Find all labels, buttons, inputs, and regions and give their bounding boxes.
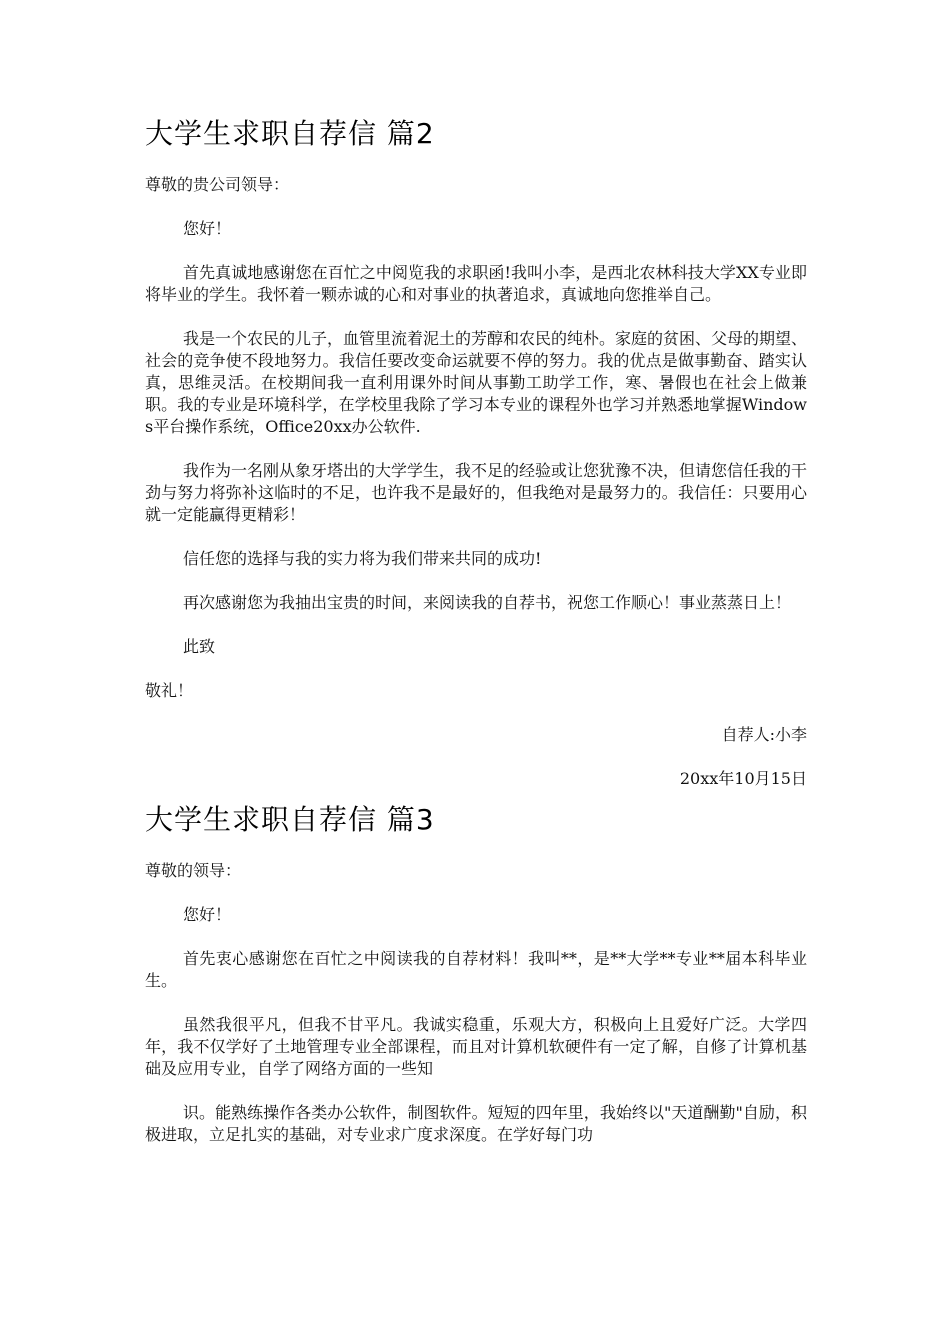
section-3-paragraph-1: 首先衷心感谢您在百忙之中阅读我的自荐材料！我叫**，是**大学**专业**届本科毕业生。 <box>145 949 807 990</box>
section-2-paragraph-2: 我是一个农民的儿子，血管里流着泥土的芳醇和农民的纯朴。家庭的贫困、父母的期望、社会的竞争使不段地努力。我信任要改变命运就要不停的努力。我的优点是做事勤奋、踏实认真，思维灵活。在校期间我一直利用课外时间从事勤工助学工作，寒、暑假也在社会上做兼职。我的专业是环境科学，在学校里我除了学习本专业的课程外也学习并熟悉地掌握Windows平台操作系统，Office20xx办公软件. <box>145 329 808 436</box>
section-2-closing-1: 此致 <box>183 637 216 656</box>
section-2-paragraph-1: 首先真诚地感谢您在百忙之中阅览我的求职函!我叫小李，是西北农林科技大学XX专业即将毕业的学生。我怀着一颗赤诚的心和对事业的执著追求，真诚地向您推举自己。 <box>145 263 807 304</box>
section-3-salutation: 尊敬的领导： <box>145 861 242 880</box>
document-content <box>145 112 807 1146</box>
section-3-title: 大学生求职自荐信 篇3 <box>145 803 435 836</box>
section-2-paragraph-4: 信任您的选择与我的实力将为我们带来共同的成功! <box>183 549 542 568</box>
section-2-paragraph-5: 再次感谢您为我抽出宝贵的时间，来阅读我的自荐书，祝您工作顺心！事业蒸蒸日上！ <box>183 593 792 612</box>
section-2-salutation: 尊敬的贵公司领导： <box>145 175 290 194</box>
section-2-title: 大学生求职自荐信 篇2 <box>145 117 435 150</box>
section-3-paragraph-3: 识。能熟练操作各类办公软件，制图软件。短短的四年里，我始终以"天道酬勤"自励，积极进取，立足扎实的基础，对专业求广度求深度。在学好每门功 <box>145 1103 807 1144</box>
section-2-date: 20xx年10月15日 <box>679 769 807 788</box>
section-2-closing-2: 敬礼！ <box>145 681 194 700</box>
section-2-signature: 自荐人:小李 <box>721 725 807 744</box>
section-3-greeting: 您好！ <box>183 905 232 924</box>
section-3-paragraph-2: 虽然我很平凡，但我不甘平凡。我诚实稳重，乐观大方，积极向上且爱好广泛。大学四年，我不仅学好了土地管理专业全部课程，而且对计算机软硬件有一定了解，自修了计算机基础及应用专业，自学了网络方面的一些知 <box>145 1015 807 1078</box>
section-2-paragraph-3: 我作为一名刚从象牙塔出的大学学生，我不足的经验或让您犹豫不决，但请您信任我的干劲与努力将弥补这临时的不足，也许我不是最好的，但我绝对是最努力的。我信任：只要用心就一定能赢得更精彩！ <box>145 461 808 524</box>
section-2-greeting: 您好！ <box>183 219 232 238</box>
